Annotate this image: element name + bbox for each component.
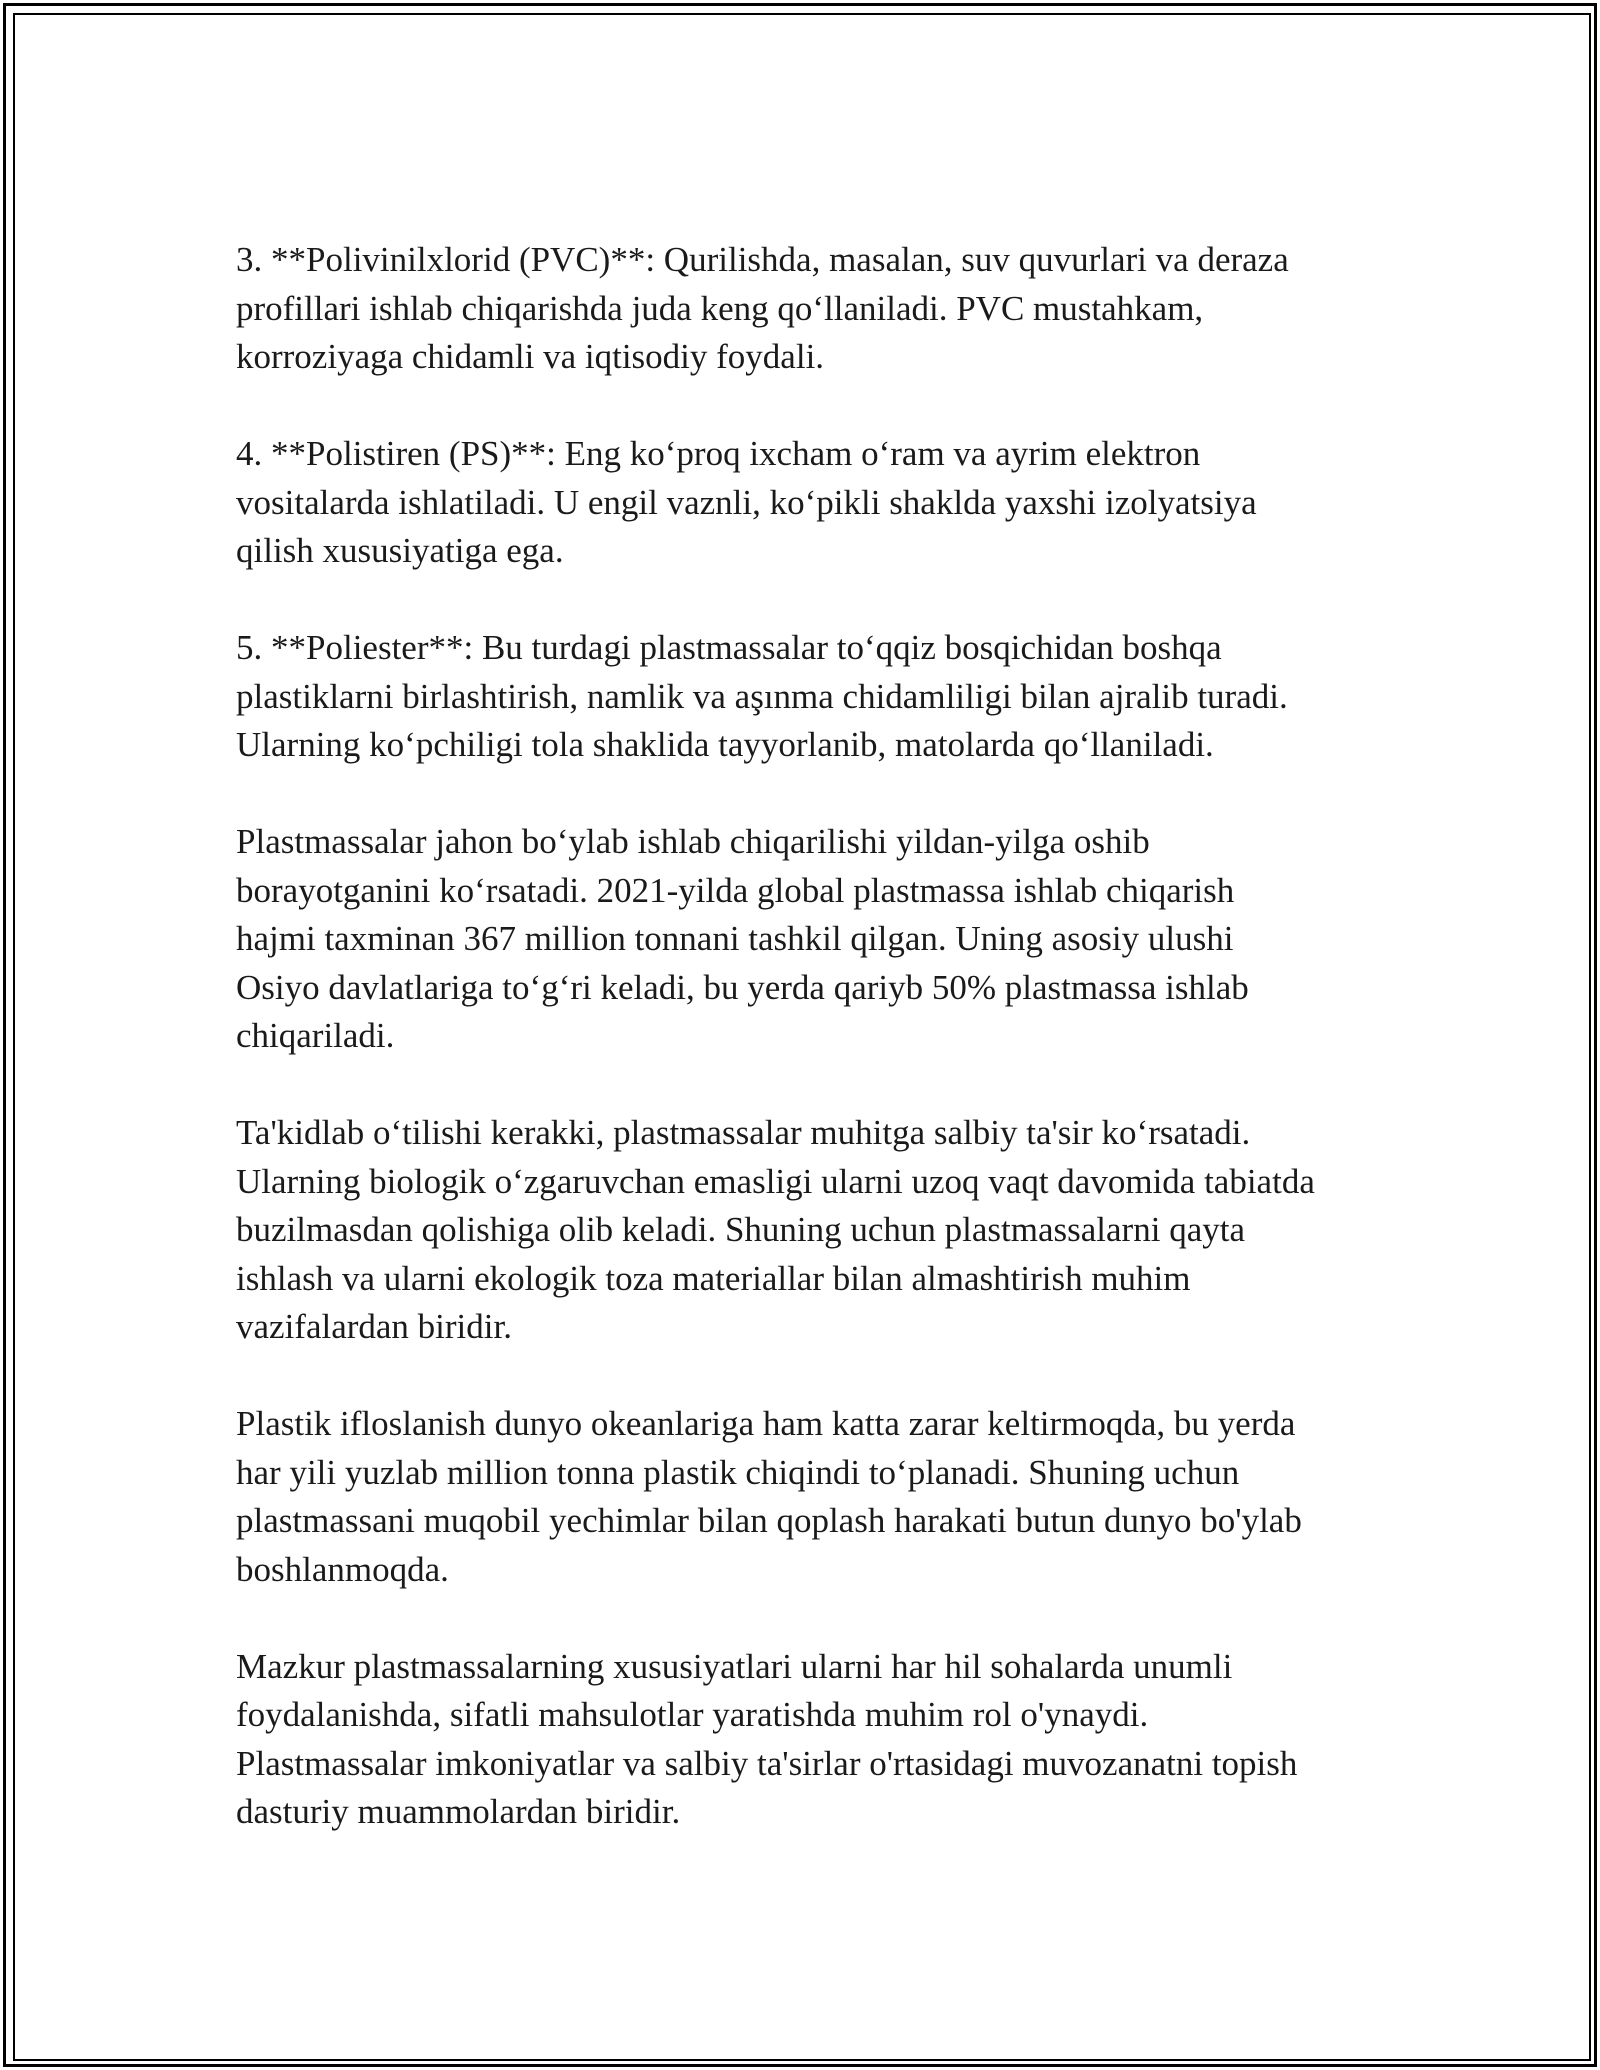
- paragraph-conclusion: Mazkur plastmassalarning xususiyatlari ularni har hil sohalarda unumli foydalanishda, sifatli mahsulotlar yaratishda muhim rol o'ynaydi. Plastmassalar imkoniyatlar va salbiy ta'sirlar o'rtasidagi muvozanatni topish dasturiy muammolardan biridir.: [236, 1646, 1298, 1831]
- paragraph-poliester: 5. **Poliester**: Bu turdagi plastmassalar to‘qqiz bosqichidan boshqa plastiklarni birlashtirish, namlik va aşınma chidamliligi bilan ajralib turadi. Ularning ko‘pchiligi tola shaklida tayyorlanib, matolarda qo‘llaniladi.: [236, 628, 1288, 764]
- paragraph-environment: Ta'kidlab o‘tilishi kerakki, plastmassalar muhitga salbiy ta'sir ko‘rsatadi. Ularning biologik o‘zgaruvchan emasligi ularni uzoq vaqt davomida tabiatda buzilmasdan qolishiga olib keladi. Shuning uchun plastmassalarni qayta ishlash va ularni ekologik toza materiallar bilan almashtirish muhim vazifalardan biridir.: [236, 1113, 1315, 1346]
- paragraph-polistiren: 4. **Polistiren (PS)**: Eng ko‘proq ixcham o‘ram va ayrim elektron vositalarda ishlatiladi. U engil vaznli, ko‘pikli shaklda yaxshi izolyatsiya qilish xususiyatiga ega.: [236, 434, 1257, 570]
- document-body: [236, 236, 1376, 1885]
- paragraph-production: Plastmassalar jahon bo‘ylab ishlab chiqarilishi yildan-yilga oshib borayotganini ko‘rsatadi. 2021-yilda global plastmassa ishlab chiqarish hajmi taxminan 367 million tonnani tashkil qilgan. Uning asosiy ulushi Osiyo davlatlariga to‘g‘ri keladi, bu yerda qariyb 50% plastmassa ishlab chiqariladi.: [236, 822, 1249, 1055]
- paragraph-pvc: 3. **Polivinilxlorid (PVC)**: Qurilishda, masalan, suv quvurlari va deraza profillari ishlab chiqarishda juda keng qo‘llaniladi. PVC mustahkam, korroziyaga chidamli va iqtisodiy foydali.: [236, 240, 1289, 376]
- paragraph-oceans: Plastik ifloslanish dunyo okeanlariga ham katta zarar keltirmoqda, bu yerda har yili yuzlab million tonna plastik chiqindi to‘planadi. Shuning uchun plastmassani muqobil yechimlar bilan qoplash harakati butun dunyo bo'ylab boshlanmoqda.: [236, 1404, 1302, 1589]
